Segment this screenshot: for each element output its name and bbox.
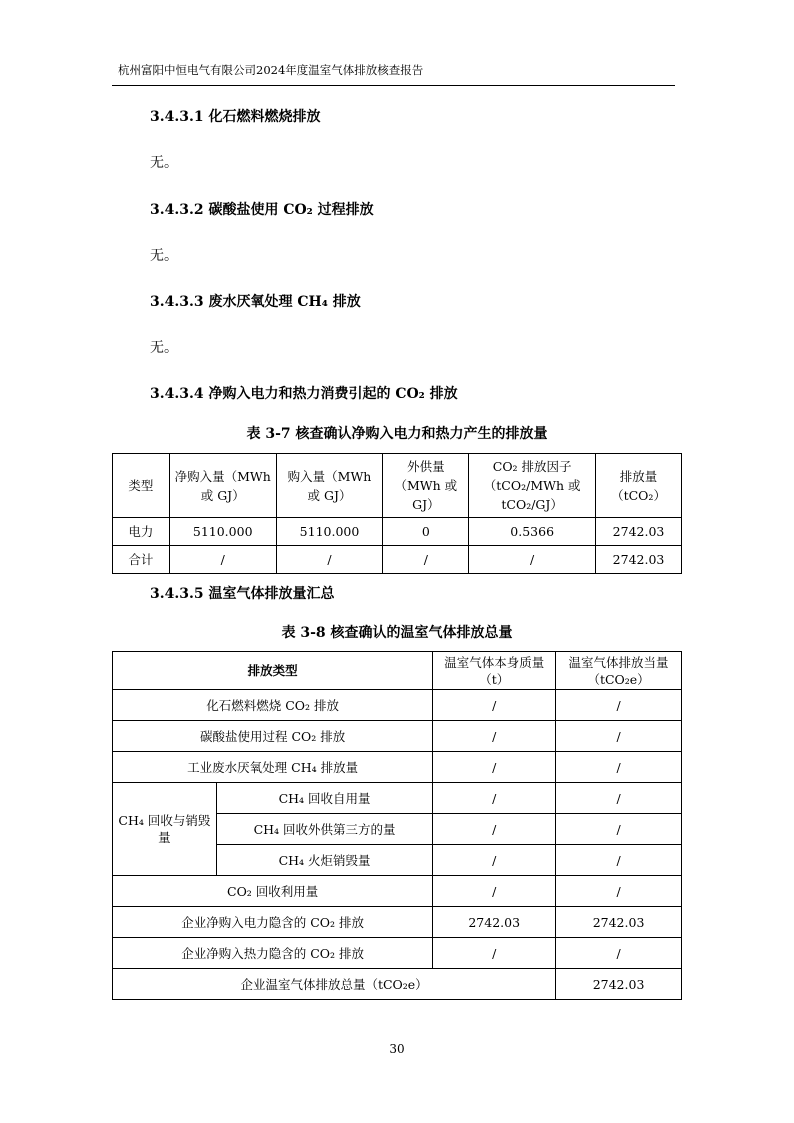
table-caption: 表 3-8 核查确认的温室气体排放总量 [281,625,513,641]
table-cell: / [433,690,556,721]
table-header-row [113,454,682,518]
table-cell: 2742.03 [596,518,682,546]
header-cell: 类型 [113,454,170,518]
table-cell: 2742.03 [556,907,682,938]
table-cell: / [169,546,276,574]
table-cell: 0.5366 [469,518,596,546]
total-label-cell: 企业温室气体排放总量（tCO₂e） [113,969,556,1000]
table-cell: 化石燃料燃烧 CO₂ 排放 [113,690,433,721]
total-value-cell: 2742.03 [556,969,682,1000]
table-cell: 合计 [113,546,170,574]
section-heading: 3.4.3.3 废水厌氧处理 CH₄ 排放 [150,294,361,310]
table-row [113,907,682,938]
table-cell: / [556,845,682,876]
table-cell: / [433,938,556,969]
header-cell: 净购入量（MWh 或 GJ） [169,454,276,518]
table-cell: 碳酸盐使用过程 CO₂ 排放 [113,721,433,752]
table-cell: / [433,783,556,814]
section-body: 无。 [150,248,178,264]
table-cell: / [556,721,682,752]
table-cell: 0 [383,518,469,546]
section-heading: 3.4.3.1 化石燃料燃烧排放 [150,109,321,125]
table-cell: / [433,814,556,845]
header-cell: 排放类型 [113,652,433,690]
net-purchase-table [112,453,682,574]
header-cell: 排放量（tCO₂） [596,454,682,518]
ghg-summary-table [112,651,682,1000]
table-cell: / [433,845,556,876]
page-header: 杭州富阳中恒电气有限公司2024年度温室气体排放核查报告 [118,63,424,77]
table-row [113,518,682,546]
table-cell: / [556,783,682,814]
table-cell: / [383,546,469,574]
table-cell: CH₄ 火炬销毁量 [216,845,433,876]
table-cell: 2742.03 [596,546,682,574]
table-cell: / [556,938,682,969]
table-cell: / [433,752,556,783]
section-heading: 3.4.3.2 碳酸盐使用 CO₂ 过程排放 [150,202,374,218]
table-cell: / [433,876,556,907]
table-cell: 电力 [113,518,170,546]
table-cell: / [276,546,383,574]
header-cell: 购入量（MWh 或 GJ） [276,454,383,518]
group-label-cell: CH₄ 回收与销毁量 [113,783,217,876]
table-row [113,690,682,721]
table-cell: 5110.000 [276,518,383,546]
header-cell: 温室气体本身质量（t） [433,652,556,690]
table-cell: 2742.03 [433,907,556,938]
section-heading: 3.4.3.4 净购入电力和热力消费引起的 CO₂ 排放 [150,386,458,402]
table-row [113,938,682,969]
table-cell: / [469,546,596,574]
header-cell: 外供量（MWh 或 GJ） [383,454,469,518]
table-row [113,876,682,907]
table-cell: 工业废水厌氧处理 CH₄ 排放量 [113,752,433,783]
table-cell: CO₂ 回收利用量 [113,876,433,907]
header-rule [112,85,675,86]
table-cell: CH₄ 回收自用量 [216,783,433,814]
table-cell: / [556,690,682,721]
table-cell: / [433,721,556,752]
section-body: 无。 [150,155,178,171]
table-cell: CH₄ 回收外供第三方的量 [216,814,433,845]
table-cell: 5110.000 [169,518,276,546]
table-row [113,752,682,783]
table-header-row [113,652,682,690]
table-cell: / [556,876,682,907]
section-body: 无。 [150,340,178,356]
header-cell: 温室气体排放当量（tCO₂e） [556,652,682,690]
section-heading: 3.4.3.5 温室气体排放量汇总 [150,586,335,602]
table-cell: / [556,814,682,845]
table-cell: 企业净购入热力隐含的 CO₂ 排放 [113,938,433,969]
table-row [113,546,682,574]
table-row [113,783,682,814]
table-cell: / [556,752,682,783]
table-total-row [113,969,682,1000]
table-row [113,721,682,752]
table-caption: 表 3-7 核查确认净购入电力和热力产生的排放量 [246,426,548,442]
header-cell: CO₂ 排放因子（tCO₂/MWh 或 tCO₂/GJ） [469,454,596,518]
page-number: 30 [389,1042,405,1056]
table-cell: 企业净购入电力隐含的 CO₂ 排放 [113,907,433,938]
